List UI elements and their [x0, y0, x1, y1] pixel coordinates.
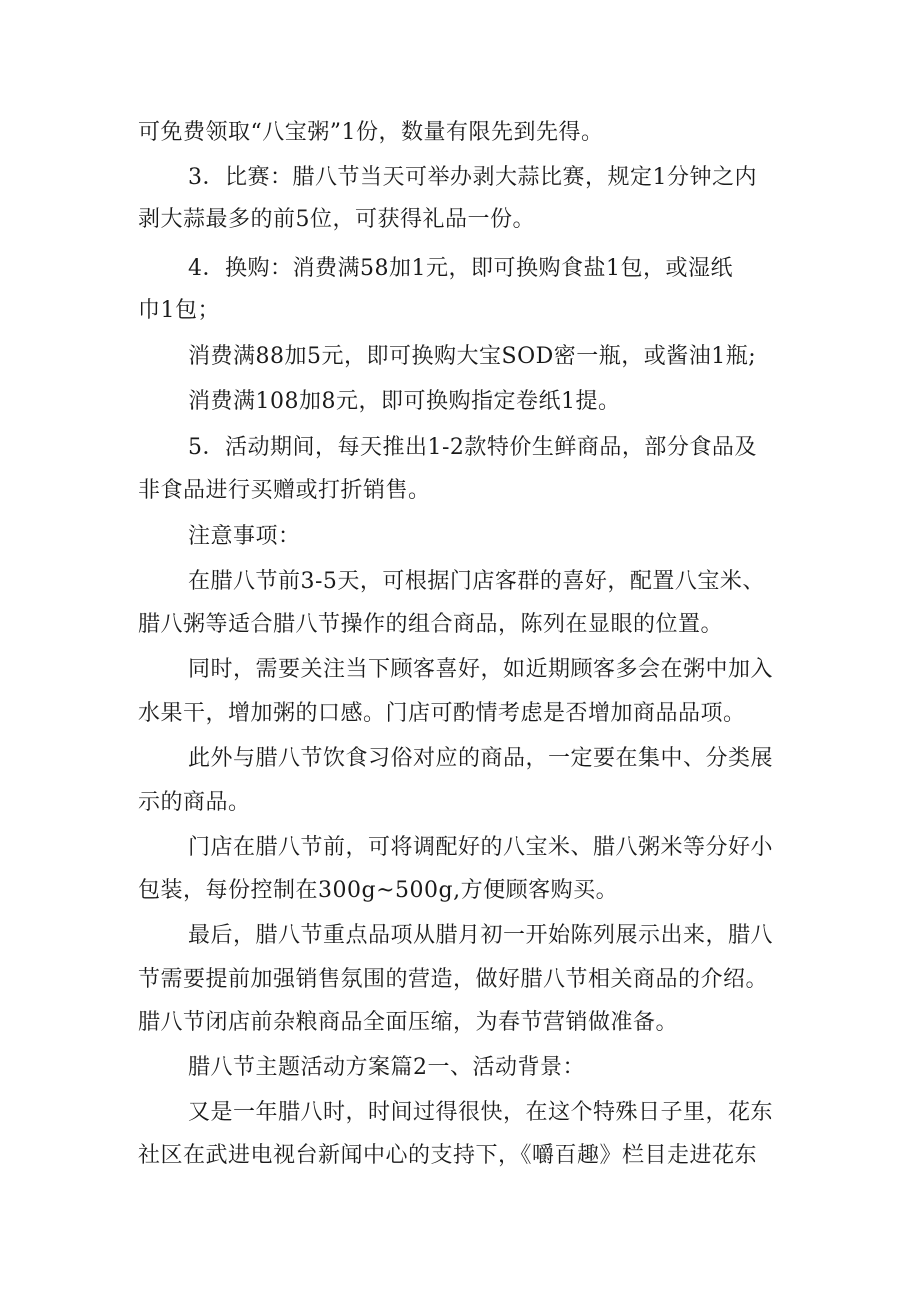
body-text-line: 4．换购：消费满58加1元，即可换购食盐1包，或湿纸: [188, 256, 733, 281]
body-text-line: 5．活动期间，每天推出1-2款特价生鲜商品，部分食品及: [188, 435, 757, 460]
body-text-line: 节需要提前加强销售氛围的营造，做好腊八节相关商品的介绍。: [138, 967, 769, 992]
body-text-line: 剥大蒜最多的前5位，可获得礼品一份。: [138, 207, 535, 232]
body-text-line: 巾1包；: [138, 298, 220, 323]
body-text-line: 门店在腊八节前，可将调配好的八宝米、腊八粥米等分好小: [188, 835, 774, 860]
body-text-line: 消费满88加5元，即可换购大宝SOD密一瓶，或酱油1瓶;: [188, 344, 757, 369]
body-text-line: 腊八粥等适合腊八节操作的组合商品，陈列在显眼的位置。: [138, 612, 724, 637]
body-text-line: 最后，腊八节重点品项从腊月初一开始陈列展示出来，腊八: [188, 923, 774, 948]
body-text-line: 可免费领取“八宝粥”1份，数量有限先到先得。: [138, 120, 604, 145]
body-text-line: 3．比赛：腊八节当天可举办剥大蒜比赛，规定1分钟之内: [188, 165, 757, 190]
section-heading: 注意事项：: [188, 524, 301, 549]
section-heading: 腊八节主题活动方案篇2一、活动背景：: [188, 1055, 585, 1080]
body-text-line: 又是一年腊八时，时间过得很快，在这个特殊日子里，花东: [188, 1100, 774, 1125]
body-text-line: 腊八节闭店前杂粮商品全面压缩，为春节营销做准备。: [138, 1010, 679, 1035]
body-text-line: 在腊八节前3-5天，可根据门店客群的喜好，配置八宝米、: [188, 569, 765, 594]
body-text-line: 此外与腊八节饮食习俗对应的商品，一定要在集中、分类展: [188, 746, 774, 771]
body-text-line: 示的商品。: [138, 790, 251, 815]
body-text-line: 水果干，增加粥的口感。门店可酌情考虑是否增加商品品项。: [138, 701, 746, 726]
body-text-line: 同时，需要关注当下顾客喜好，如近期顾客多会在粥中加入: [188, 657, 774, 682]
body-text-line: 消费满108加8元，即可换购指定卷纸1提。: [188, 389, 621, 414]
body-text-line: 社区在武进电视台新闻中心的支持下，《嚼百趣》栏目走进花东: [138, 1143, 758, 1168]
body-text-line: 包装，每份控制在300g~500g,方便顾客购买。: [138, 878, 619, 903]
body-text-line: 非食品进行买赠或打折销售。: [138, 478, 431, 503]
